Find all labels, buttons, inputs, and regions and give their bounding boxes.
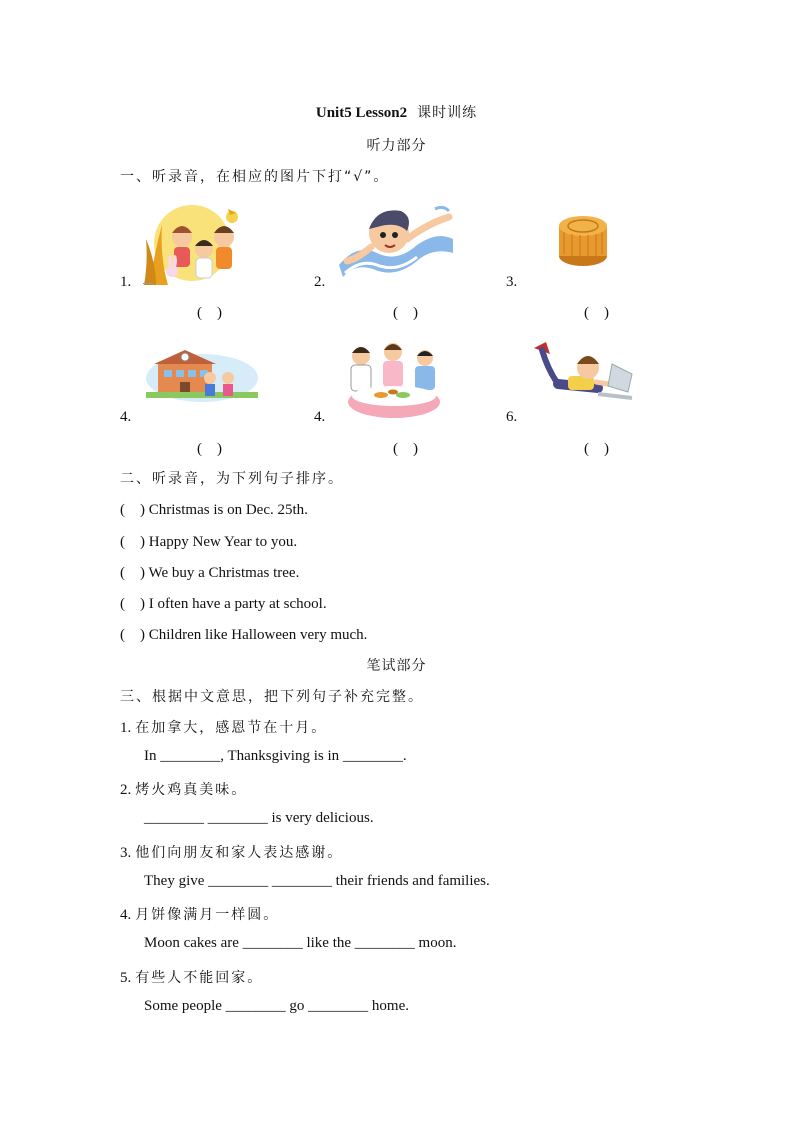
- chinese-prompt: 月饼像满月一样圆。: [135, 907, 280, 923]
- translation-item-5: [120, 967, 263, 987]
- ordering-row-2: [120, 530, 297, 551]
- item-3-number: 3.: [506, 274, 518, 290]
- sentence: We buy a Christmas tree.: [148, 565, 300, 581]
- listening-header: 听力部分: [366, 138, 427, 154]
- sentence: Christmas is on Dec. 25th.: [148, 502, 308, 518]
- sentence: Children like Halloween very much.: [148, 627, 368, 643]
- item-1-number: 1.: [120, 274, 132, 290]
- divider: [143, 283, 153, 284]
- mooncake-icon: [558, 212, 608, 268]
- item-number: 3.: [120, 845, 132, 861]
- english-fill-line-3[interactable]: They give ________ ________ their friends and families.: [144, 873, 490, 889]
- swimming-boy-icon: [337, 203, 455, 281]
- writing-header: 笔试部分: [366, 658, 427, 674]
- item-number: 5.: [120, 970, 132, 986]
- translation-item-1: [120, 717, 327, 737]
- translation-item-4: [120, 904, 279, 924]
- ordering-row-5: [120, 623, 367, 644]
- section3-heading: 三、根据中文意思，把下列句子补充完整。: [120, 689, 424, 705]
- ordering-row-1: [120, 498, 308, 519]
- order-paren[interactable]: ( ): [120, 565, 145, 581]
- school-children-icon: [146, 346, 258, 404]
- item-number: 1.: [120, 720, 132, 736]
- section2-heading: 二、听录音，为下列句子排序。: [120, 471, 344, 487]
- sentence: Happy New Year to you.: [148, 534, 298, 550]
- english-fill-line-4[interactable]: Moon cakes are ________ like the ________ moon.: [144, 935, 457, 951]
- item-5-number: 4.: [314, 409, 326, 425]
- order-paren[interactable]: ( ): [120, 596, 145, 612]
- order-paren[interactable]: ( ): [120, 627, 145, 643]
- ordering-row-4: [120, 592, 327, 613]
- chinese-prompt: 烤火鸡真美味。: [135, 782, 248, 798]
- section1-heading: 一、听录音，在相应的图片下打“√”。: [120, 169, 390, 185]
- translation-item-3: [120, 842, 343, 862]
- answer-paren-3[interactable]: ( ): [584, 305, 609, 321]
- english-fill-line-1[interactable]: In ________, Thanksgiving is in ________.: [144, 748, 407, 764]
- answer-paren-6[interactable]: ( ): [584, 441, 609, 457]
- answer-paren-1[interactable]: ( ): [197, 305, 222, 321]
- item-number: 4.: [120, 907, 132, 923]
- item-number: 2.: [120, 782, 132, 798]
- order-paren[interactable]: ( ): [120, 534, 145, 550]
- chinese-prompt: 在加拿大，感恩节在十月。: [135, 720, 328, 736]
- item-2-number: 2.: [314, 274, 326, 290]
- english-fill-line-2[interactable]: ________ ________ is very delicious.: [144, 810, 374, 826]
- item-6-number: 6.: [506, 409, 518, 425]
- english-fill-line-5[interactable]: Some people ________ go ________ home.: [144, 998, 409, 1014]
- page-title: [0, 102, 793, 122]
- ordering-row-3: [120, 561, 299, 582]
- answer-paren-4[interactable]: ( ): [197, 441, 222, 457]
- sentence: I often have a party at school.: [148, 596, 327, 612]
- answer-paren-5[interactable]: ( ): [393, 441, 418, 457]
- item-4-number: 4.: [120, 409, 132, 425]
- title-english: Unit5 Lesson2: [315, 105, 408, 121]
- title-chinese: 课时训练: [417, 105, 478, 121]
- order-paren[interactable]: ( ): [120, 502, 145, 518]
- answer-paren-2[interactable]: ( ): [393, 305, 418, 321]
- chinese-prompt: 他们向朋友和家人表达感谢。: [135, 845, 344, 861]
- family-dinner-icon: [345, 340, 443, 420]
- mid-autumn-family-icon: [140, 203, 252, 285]
- chinese-prompt: 有些人不能回家。: [135, 970, 264, 986]
- translation-item-2: [120, 779, 247, 799]
- boy-with-laptop-icon: [528, 340, 636, 408]
